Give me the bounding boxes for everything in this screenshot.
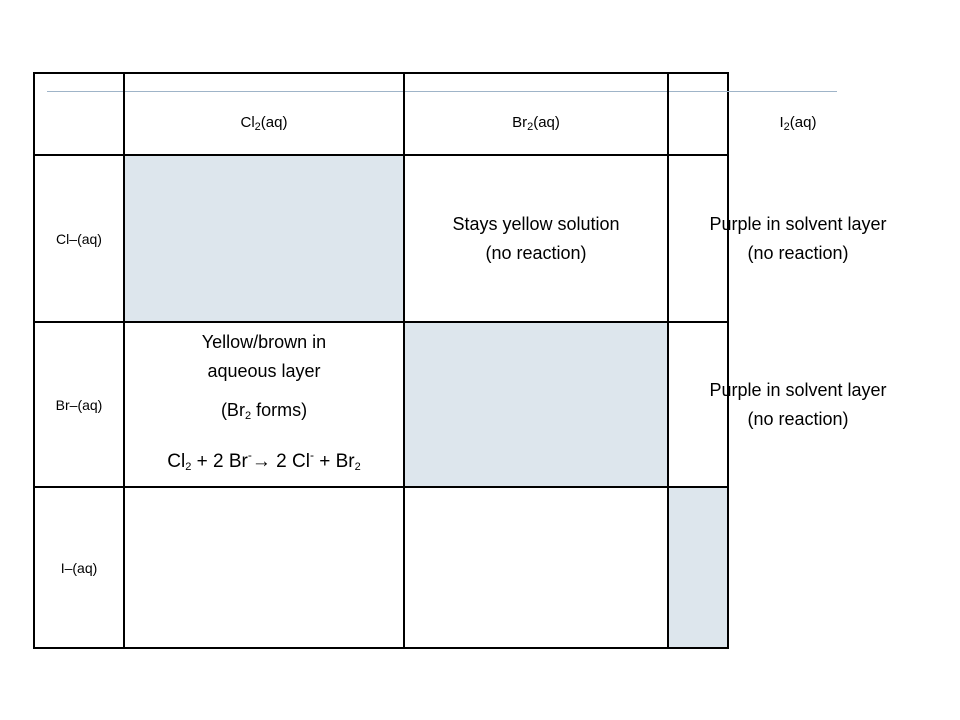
cell-text-line: Stays yellow solution (452, 213, 620, 234)
row-label-cl: Cl–(aq) (56, 230, 102, 247)
cell-text-line: (no reaction) (485, 242, 587, 263)
cell-cl2-br (125, 323, 403, 486)
column-header-i2: $I_2(aq)$ (779, 113, 817, 133)
cell-text-line: Purple in solvent layer (709, 213, 887, 234)
cell-text-line: Purple in solvent layer (709, 379, 887, 400)
column-header-br2: $Br_2(aq)$ (512, 113, 560, 133)
cell-text-line: Yellow/brown in (201, 331, 327, 352)
reaction-equation: $Cl_2 + 2$ Br-→ 2 $Cl^- + Br_2$ (167, 447, 361, 473)
cell-text-line: (no reaction) (747, 408, 849, 429)
cell-br2-cl (405, 156, 667, 321)
row-label-i: I–(aq) (60, 559, 98, 576)
row-label-br: Br–(aq) (55, 396, 103, 413)
cell-i2-br (669, 323, 927, 486)
cell-i2-cl (669, 156, 927, 321)
cell-text-line: aqueous layer (207, 360, 321, 381)
row-divider (33, 486, 729, 488)
column-header-cl2: $Cl_2(aq)$ (240, 113, 288, 133)
cell-text-line: (no reaction) (747, 242, 849, 263)
product-note: ($Br_2$ forms) (220, 399, 308, 422)
